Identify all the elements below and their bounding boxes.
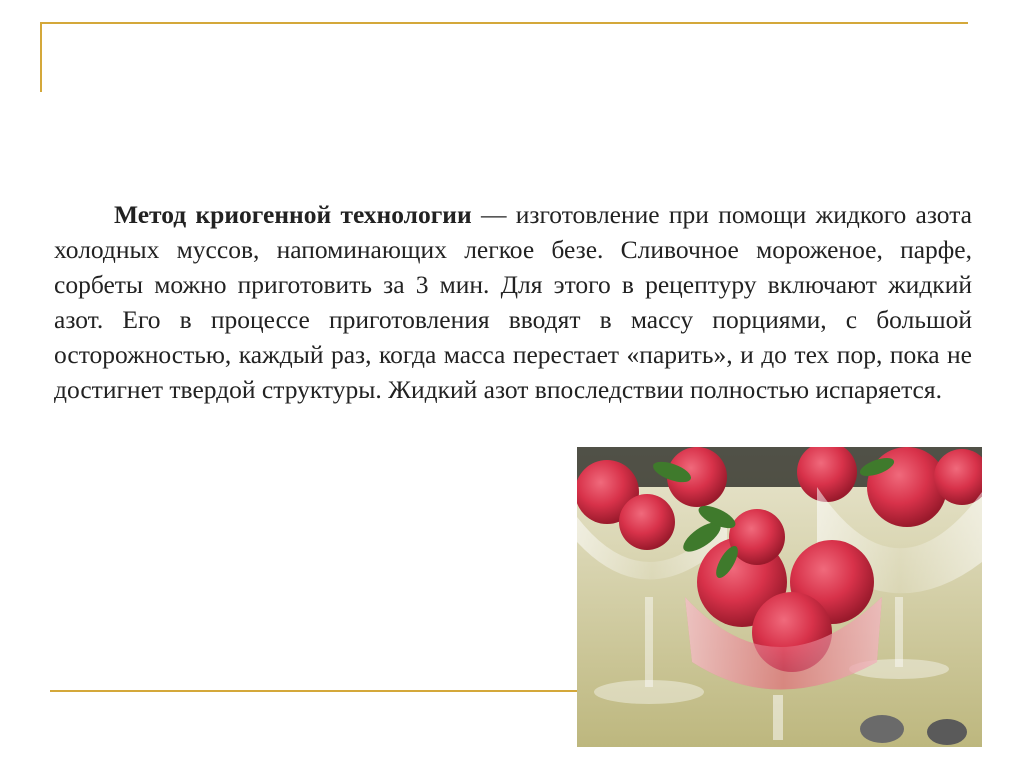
paragraph-text: — изготовление при помощи жидкого азота холодных муссов, напоминающих легкое безе. Сливочное мороженое, парфе, сорбеты можно приготовить за 3 мин. Для этого в рецептуру включают жидкий азот. Его в процессе приготовления вводят в массу порциями, с большой осторожностью, каждый раз, когда масса перестает «парить», и до тех пор, пока не достигнет твердой структуры. Жидкий азот впоследствии полностью испаряется. (54, 200, 972, 404)
bottom-rule (50, 690, 578, 692)
sorbet-illustration (577, 447, 982, 747)
top-rule (40, 22, 968, 24)
term-heading: Метод криогенной технологии (114, 200, 472, 229)
body-paragraph (54, 197, 972, 407)
left-rule (40, 22, 42, 92)
sorbet-photo (577, 447, 982, 747)
